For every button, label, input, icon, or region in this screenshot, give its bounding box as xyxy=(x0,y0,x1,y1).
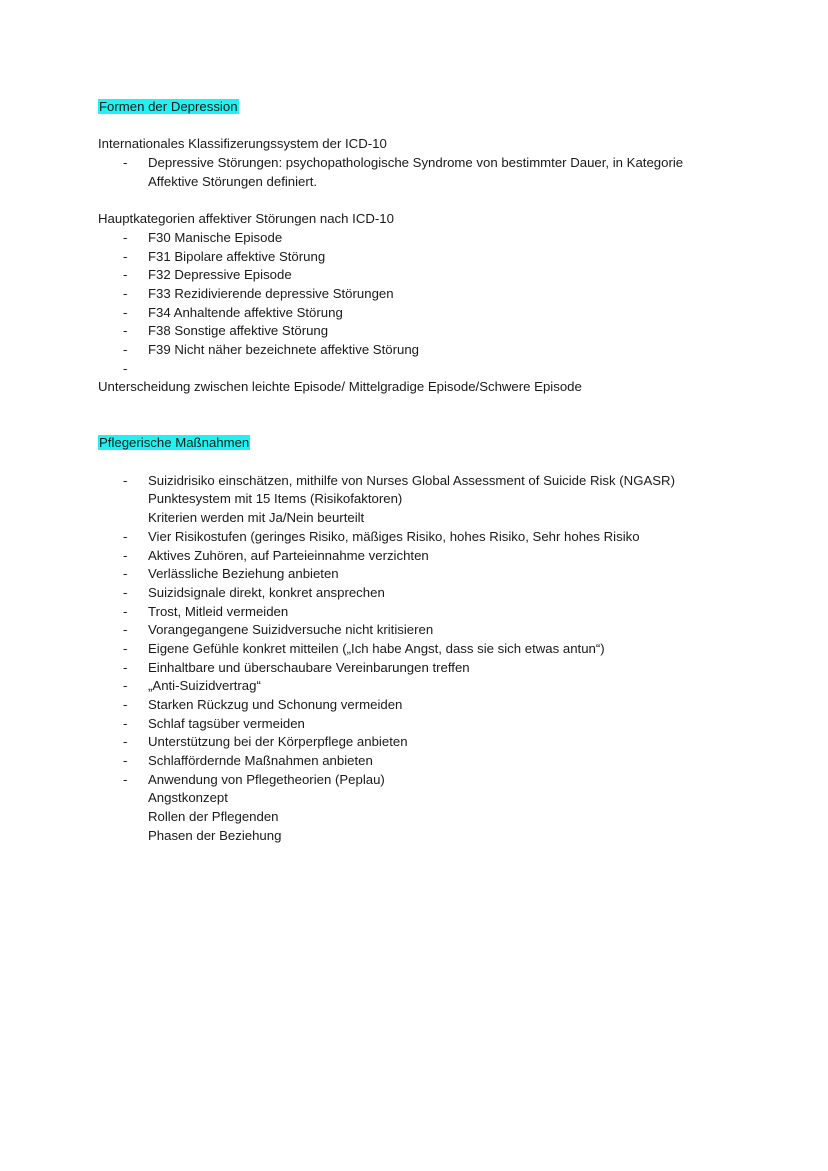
item-text: F30 Manische Episode xyxy=(148,229,283,245)
list-item xyxy=(98,752,778,771)
bullet-dash: - xyxy=(123,360,128,376)
list-item xyxy=(98,584,778,603)
bullet-dash: - xyxy=(123,547,128,563)
list-item xyxy=(98,266,778,285)
item-text: Einhaltbare und überschaubare Vereinbarungen treffen xyxy=(148,659,470,675)
item-text: F34 Anhaltende affektive Störung xyxy=(148,304,343,320)
bullet-dash: - xyxy=(123,229,128,245)
bullet-dash: - xyxy=(123,753,128,769)
item-text: „Anti-Suizidvertrag“ xyxy=(148,678,261,694)
bullet-dash: - xyxy=(123,528,128,544)
list-item xyxy=(98,565,778,584)
bullet-dash: - xyxy=(123,267,128,283)
item-text: Suizidsignale direkt, konkret ansprechen xyxy=(148,584,385,600)
list-item xyxy=(98,285,778,304)
item-text: Depressive Störungen: psychopathologische Syndrome von bestimmter Dauer, in Kategorie xyxy=(148,155,684,171)
bullet-dash: - xyxy=(123,771,128,787)
list-item xyxy=(98,677,778,696)
bullet-dash: - xyxy=(123,566,128,582)
item-text: Anwendung von Pflegetheorien (Peplau) xyxy=(148,771,385,787)
bullet-dash: - xyxy=(123,715,128,731)
item-text: Trost, Mitleid vermeiden xyxy=(148,603,289,619)
blank-line xyxy=(98,453,778,472)
list-item xyxy=(98,248,778,267)
section-heading xyxy=(98,98,778,117)
item-text: F38 Sonstige affektive Störung xyxy=(148,323,329,339)
list-item xyxy=(98,696,778,715)
item-text: Phasen der Beziehung xyxy=(148,827,282,843)
bullet-dash: - xyxy=(123,603,128,619)
bullet-dash: - xyxy=(123,734,128,750)
list-item xyxy=(98,771,778,790)
distinction-text: Unterscheidung zwischen leichte Episode/ Mittelgradige Episode/Schwere Episode xyxy=(98,379,582,395)
bullet-dash: - xyxy=(123,659,128,675)
list-item xyxy=(98,789,778,808)
blank-line xyxy=(98,191,778,210)
blank-line xyxy=(98,416,778,435)
list-item xyxy=(98,827,778,846)
list-item xyxy=(98,715,778,734)
item-text: Kriterien werden mit Ja/Nein beurteilt xyxy=(148,510,365,526)
bullet-dash: - xyxy=(123,472,128,488)
paragraph xyxy=(98,135,778,154)
item-text: Unterstützung bei der Körperpflege anbieten xyxy=(148,734,408,750)
list-item xyxy=(98,490,778,509)
list-item xyxy=(98,154,778,173)
list-item xyxy=(98,341,778,360)
bullet-dash: - xyxy=(123,248,128,264)
list-item xyxy=(98,528,778,547)
item-text: Aktives Zuhören, auf Parteieinnahme verzichten xyxy=(148,547,429,563)
item-text: Vorangegangene Suizidversuche nicht kritisieren xyxy=(148,622,434,638)
blank-line xyxy=(98,117,778,136)
list-item xyxy=(98,304,778,323)
item-text: Angstkonzept xyxy=(148,790,228,806)
list-item xyxy=(98,640,778,659)
paragraph xyxy=(98,378,778,397)
list-item xyxy=(98,733,778,752)
bullet-dash: - xyxy=(123,323,128,339)
bullet-dash: - xyxy=(123,341,128,357)
intro-text: Internationales Klassifizerungssystem der ICD-10 xyxy=(98,136,387,152)
list-item xyxy=(98,322,778,341)
item-text: Eigene Gefühle konkret mitteilen („Ich habe Angst, dass sie sich etwas antun“) xyxy=(148,640,605,656)
list-item xyxy=(98,173,778,192)
list-item xyxy=(98,808,778,827)
bullet-dash: - xyxy=(123,155,128,171)
bullet-dash: - xyxy=(123,584,128,600)
bullet-dash: - xyxy=(123,678,128,694)
section-heading xyxy=(98,434,778,453)
item-text: Suizidrisiko einschätzen, mithilfe von Nurses Global Assessment of Suicide Risk (NGASR) xyxy=(148,472,675,488)
section-heading-text: Formen der Depression xyxy=(99,99,238,114)
document-page xyxy=(98,98,778,846)
item-text: F33 Rezidivierende depressive Störungen xyxy=(148,285,394,301)
list-item xyxy=(98,229,778,248)
item-text: Verlässliche Beziehung anbieten xyxy=(148,566,339,582)
item-text: Schlaffördernde Maßnahmen anbieten xyxy=(148,753,373,769)
section-heading-text: Pflegerische Maßnahmen xyxy=(99,435,250,451)
bullet-dash: - xyxy=(123,285,128,301)
bullet-dash: - xyxy=(123,640,128,656)
list-item xyxy=(98,621,778,640)
item-text: Vier Risikostufen (geringes Risiko, mäßiges Risiko, hohes Risiko, Sehr hohes Risiko xyxy=(148,528,640,544)
bullet-dash: - xyxy=(123,622,128,638)
paragraph xyxy=(98,210,778,229)
list-item xyxy=(98,659,778,678)
item-text: Starken Rückzug und Schonung vermeiden xyxy=(148,697,403,712)
item-text: Punktesystem mit 15 Items (Risikofaktoren) xyxy=(148,491,403,507)
item-text: Affektive Störungen definiert. xyxy=(148,173,318,189)
item-text: Schlaf tagsüber vermeiden xyxy=(148,715,305,731)
item-text: F32 Depressive Episode xyxy=(148,267,292,283)
item-text: F31 Bipolare affektive Störung xyxy=(148,248,326,264)
bullet-dash: - xyxy=(123,697,128,712)
list-item xyxy=(98,472,778,491)
item-text: F39 Nicht näher bezeichnete affektive Störung xyxy=(148,341,420,357)
list-item xyxy=(98,547,778,566)
list-item xyxy=(98,603,778,622)
categories-title: Hauptkategorien affektiver Störungen nach ICD-10 xyxy=(98,211,394,227)
blank-line xyxy=(98,397,778,416)
list-item xyxy=(98,360,778,379)
list-item xyxy=(98,509,778,528)
item-text: Rollen der Pflegenden xyxy=(148,809,279,825)
bullet-dash: - xyxy=(123,304,128,320)
